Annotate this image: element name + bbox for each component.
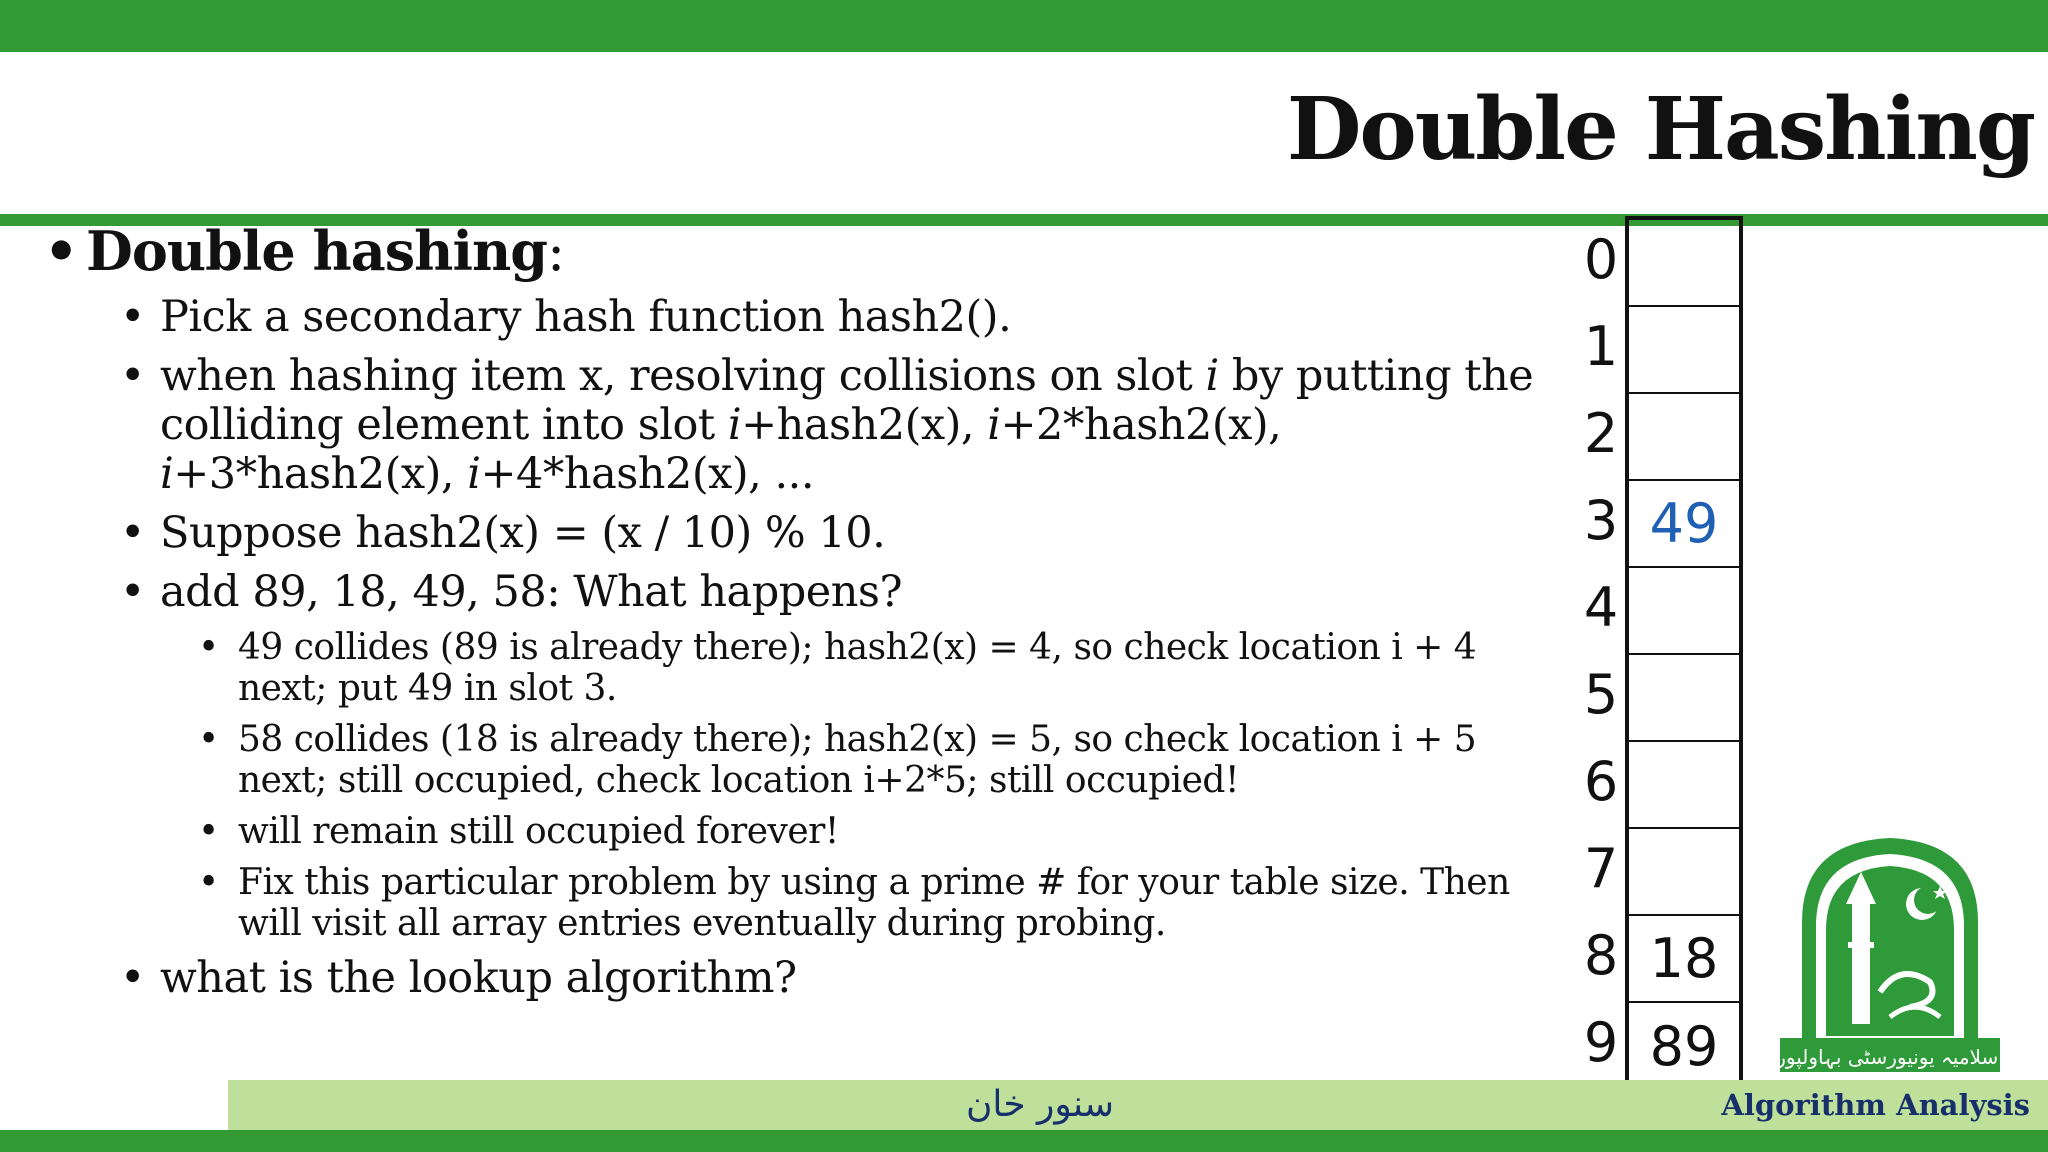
table-slot [1629, 568, 1739, 655]
table-slot [1629, 742, 1739, 829]
bullet-dot: • [198, 862, 219, 903]
hash-table [1625, 216, 1743, 1094]
bullet-text-part: +4*hash2(x), ... [480, 449, 814, 499]
footer-course-title: Algorithm Analysis [1721, 1088, 2030, 1122]
italic-i: i [160, 449, 174, 499]
bullet-text-part: by putting the colliding element into slot [160, 351, 1534, 450]
bullet-text: Pick a secondary hash function hash2(). [160, 292, 1012, 342]
bottom-accent-bar [0, 1130, 2048, 1152]
bullet-text-part: +hash2(x), [741, 400, 988, 450]
footer-author: سنور خان [965, 1084, 1115, 1125]
bullet-dot: • [198, 811, 219, 852]
table-slot [1629, 655, 1739, 742]
heading-text: Double hashing [86, 219, 547, 283]
bullet-text: Fix this particular problem by using a prime # for your table size. Then will visit all array entries eventually during probing. [238, 862, 1510, 944]
bullet-add-values [120, 568, 1564, 617]
bullet-hash2-definition [120, 509, 1564, 558]
bullet-text: add 89, 18, 49, 58: What happens? [160, 567, 903, 617]
top-accent-bar [0, 0, 2048, 52]
bullet-text: 49 collides (89 is already there); hash2(x) = 4, so check location i + 4 next; put 49 in slot 3. [238, 627, 1477, 709]
table-index: 8 [1583, 924, 1619, 987]
bullet-lookup-question [120, 954, 1564, 1003]
bullet-text-part: when hashing item x, resolving collisions on slot [160, 351, 1206, 401]
table-index: 2 [1583, 402, 1619, 465]
italic-i: i [727, 400, 742, 450]
italic-i: i [987, 400, 1001, 450]
bullet-dot: • [198, 719, 219, 760]
hash-table-indices [1578, 216, 1624, 1086]
bullet-dot: • [120, 567, 145, 617]
table-slot [1629, 307, 1739, 394]
logo-script: اسلامیہ یونیورسٹی بہاولپور [1780, 1045, 2000, 1069]
slide-title: Double Hashing [1286, 79, 2034, 180]
table-index: 4 [1583, 576, 1619, 639]
bullet-text: 58 collides (18 is already there); hash2(x) = 5, so check location i + 5 next; still occupied, check location i+2*5; still occupied! [238, 719, 1477, 801]
bullet-collision-rule [120, 352, 1564, 499]
italic-i: i [467, 449, 481, 499]
italic-i: i [1205, 351, 1219, 401]
heading-bullet [44, 220, 1564, 283]
bullet-dot: • [120, 953, 145, 1003]
table-index: 5 [1583, 663, 1619, 726]
table-slot-highlighted: 49 [1629, 481, 1739, 568]
table-index: 1 [1583, 315, 1619, 378]
table-slot [1629, 220, 1739, 307]
slide-content [44, 220, 1564, 1003]
table-slot: 89 [1649, 1015, 1719, 1078]
bullet-text-part: +2*hash2(x), [1000, 400, 1282, 450]
bullet-dot: • [120, 351, 145, 401]
bullet-text-part: +3*hash2(x), [173, 449, 468, 499]
table-index: 3 [1583, 489, 1619, 552]
university-logo-icon [1780, 832, 2000, 1082]
table-slot [1629, 829, 1739, 916]
table-index: 6 [1583, 750, 1619, 813]
bullet-text: Suppose hash2(x) = (x / 10) % 10. [160, 508, 886, 558]
bullet-dot: • [198, 627, 219, 668]
table-index: 9 [1583, 1011, 1619, 1074]
bullet-dot: • [44, 219, 78, 283]
bullet-secondary-hash [120, 293, 1564, 342]
table-index: 0 [1583, 228, 1619, 291]
bullet-text: will remain still occupied forever! [238, 811, 839, 852]
table-slot [1629, 394, 1739, 481]
bullet-dot: • [120, 508, 145, 558]
subbullet-prime-fix [198, 862, 1564, 944]
table-index: 7 [1583, 837, 1619, 900]
subbullet-58-collides [198, 719, 1564, 801]
subbullet-occupied-forever [198, 811, 1564, 852]
table-slot: 18 [1629, 916, 1739, 1003]
bullet-dot: • [120, 292, 145, 342]
bullet-text: what is the lookup algorithm? [160, 953, 797, 1003]
heading-colon: : [546, 220, 565, 283]
subbullet-49-collides [198, 627, 1564, 709]
